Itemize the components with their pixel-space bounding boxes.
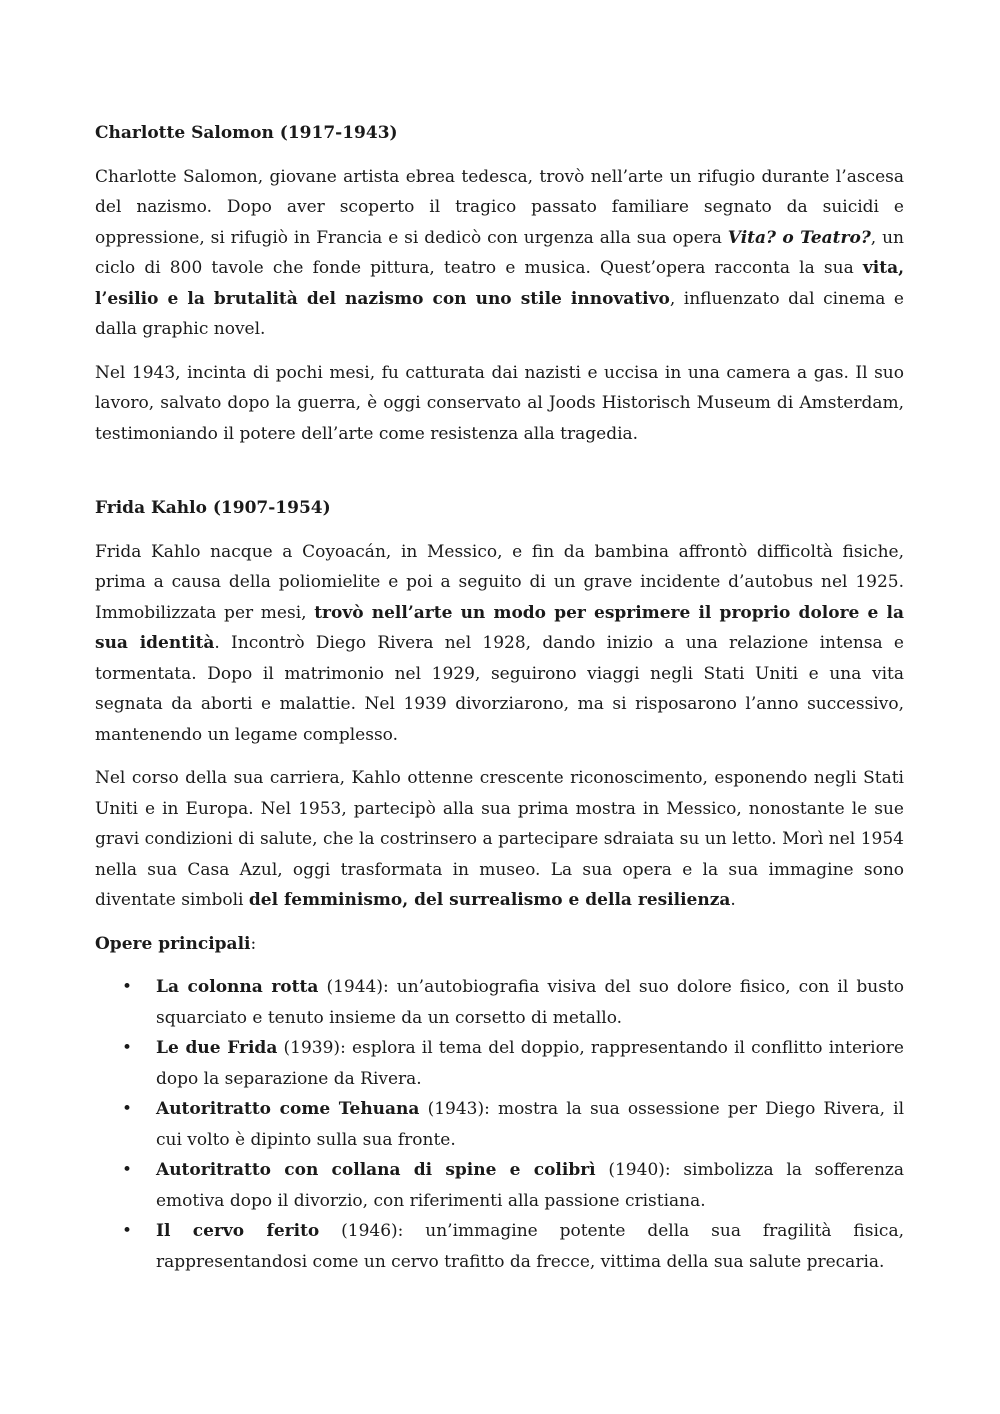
- salomon-heading-text: Charlotte Salomon (1917-1943): [95, 123, 398, 143]
- salomon-p1-text-c: , un ciclo di 800 tavole che fonde pittura, teatro e musica. Quest’opera racconta la sua: [95, 227, 904, 278]
- kahlo-paragraph-2: [95, 763, 904, 916]
- kahlo-heading-text: Frida Kahlo (1907-1954): [95, 498, 331, 518]
- salomon-p1-text-e: , influenzato dal cinema e dalla graphic novel.: [95, 288, 904, 339]
- salomon-heading: [95, 118, 904, 149]
- works-label-text: Opere principali: [95, 933, 251, 954]
- work-title: Autoritratto come Tehuana: [156, 1099, 420, 1119]
- work-description: (1940): simbolizza la sofferenza emotiva dopo il divorzio, con riferimenti alla passione cristiana.: [156, 1160, 904, 1211]
- salomon-paragraph-2: Nel 1943, incinta di pochi mesi, fu catturata dai nazisti e uccisa in una camera a gas. Il suo lavoro, salvato dopo la guerra, è oggi conservato al Joods Historisch Museum di Amsterdam, testimoniando il potere dell’arte come resistenza alla tragedia.: [95, 362, 904, 444]
- kahlo-paragraph-1: [95, 537, 904, 751]
- works-list: [95, 972, 904, 1277]
- kahlo-p1-text-c: . Incontrò Diego Rivera nel 1928, dando inizio a una relazione intensa e tormentata. Dopo il matrimonio nel 1929, seguirono viaggi negli Stati Uniti e una vita segnata da aborti e malattie. Nel 1939 divorziarono, ma si risposarono l’anno successivo, mantenendo un legame complesso.: [95, 633, 904, 745]
- work-description: (1943): mostra la sua ossessione per Diego Rivera, il cui volto è dipinto sulla sua fronte.: [156, 1099, 905, 1150]
- kahlo-p1-bold: trovò nell’arte un modo per esprimere il proprio dolore e la sua identità: [95, 602, 904, 653]
- kahlo-p2-text-a: Nel corso della sua carriera, Kahlo ottenne crescente riconoscimento, esponendo negli Stati Uniti e in Europa. Nel 1953, partecipò alla sua prima mostra in Messico, nonostante le sue gravi condizioni di salute, che la costrinsero a partecipare sdraiata su un letto. Morì nel 1954 nella sua Casa Azul, oggi trasformata in museo. La sua opera e la sua immagine sono diventate simboli: [95, 768, 904, 910]
- work-description: (1946): un’immagine potente della sua fragilità fisica, rappresentandosi come un cervo trafitto da frecce, vittima della sua salute precaria.: [156, 1221, 904, 1272]
- work-description: (1939): esplora il tema del doppio, rappresentando il conflitto interiore dopo la separazione da Rivera.: [156, 1038, 904, 1089]
- list-item: [95, 1033, 904, 1094]
- works-label-colon: :: [250, 933, 257, 954]
- salomon-p1-bold: vita, l’esilio e la brutalità del nazismo con uno stile innovativo: [95, 258, 904, 309]
- bullet-icon: •: [122, 1038, 133, 1058]
- bullet-icon: •: [122, 977, 133, 997]
- list-item: [95, 972, 904, 1033]
- works-label: [95, 929, 904, 960]
- bullet-icon: •: [122, 1099, 133, 1119]
- salomon-work-title: Vita? o Teatro?: [727, 227, 871, 248]
- work-title: Il cervo ferito: [156, 1221, 320, 1241]
- salomon-paragraph-1: [95, 162, 904, 345]
- kahlo-p2-text-c: .: [730, 890, 736, 910]
- work-title: Autoritratto con collana di spine e colibrì: [156, 1160, 596, 1180]
- bullet-icon: •: [122, 1160, 133, 1180]
- list-item: [95, 1094, 904, 1155]
- list-item: [95, 1155, 904, 1216]
- kahlo-p1-text-a: Frida Kahlo nacque a Coyoacán, in Messico, e fin da bambina affrontò difficoltà fisiche, prima a causa della poliomielite e poi a seguito di un grave incidente d’autobus nel 1925. Immobilizzata per mesi,: [95, 541, 904, 623]
- work-title: Le due Frida: [156, 1038, 278, 1058]
- work-description: (1944): un’autobiografia visiva del suo dolore fisico, con il busto squarciato e tenuto insieme da un corsetto di metallo.: [156, 977, 904, 1028]
- list-item: [95, 1216, 904, 1277]
- work-title: La colonna rotta: [156, 977, 319, 997]
- kahlo-p2-bold: del femminismo, del surrealismo e della resilienza: [248, 890, 731, 910]
- salomon-p1-text-a: Charlotte Salomon, giovane artista ebrea tedesca, trovò nell’arte un rifugio durante l’ascesa del nazismo. Dopo aver scoperto il tragico passato familiare segnato da suicidi e oppressione, si rifugiò in Francia e si dedicò con urgenza alla sua opera: [95, 166, 904, 248]
- section-gap: [95, 462, 904, 493]
- bullet-icon: •: [122, 1221, 133, 1241]
- kahlo-heading: [95, 493, 904, 524]
